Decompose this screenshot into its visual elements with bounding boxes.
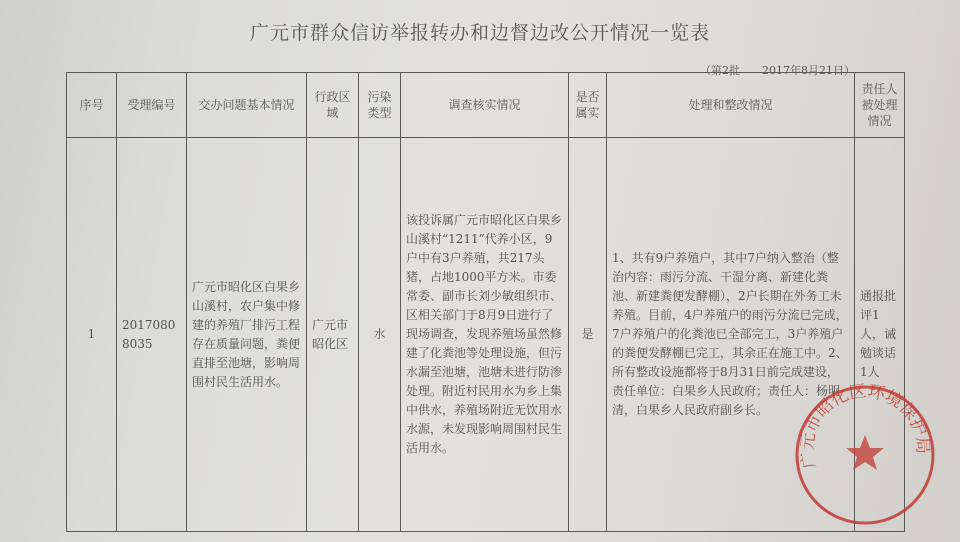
table-row xyxy=(67,138,905,532)
col-header-pollution-type: 污染类型 xyxy=(359,73,401,138)
col-header-investigation: 调查核实情况 xyxy=(401,73,569,138)
col-header-case-no: 受理编号 xyxy=(117,73,187,138)
cell-pollution-type: 水 xyxy=(359,138,401,532)
seal-text: 广元市昭化区环境保护局 xyxy=(797,381,933,471)
cell-handling: 1、共有9户养殖户，其中7户纳入整治（整治内容：雨污分流、干湿分离、新建化粪池、新建粪便发酵棚），2户长期在外务工未养殖。目前，4户养殖户的雨污分流已完成，7户养殖户的化粪池已全部完工，3户养殖户的粪便发酵棚已完工，其余正在施工中。2、所有整改设施都将于8月31日前完成建设，责任单位：白果乡人民政府；责任人：杨明清，白果乡人民政府副乡长。 xyxy=(607,138,855,532)
report-table xyxy=(66,72,905,532)
table-header-row xyxy=(67,73,905,138)
col-header-accountability: 责任人被处理情况 xyxy=(855,73,905,138)
cell-problem: 广元市昭化区白果乡山溪村，农户集中修建的养殖厂排污工程存在质量问题，粪便直排至池塘，影响周围村民生活用水。 xyxy=(187,138,307,532)
cell-investigation: 该投诉属广元市昭化区白果乡山溪村“1211”代养小区，9户中有3户养殖，共217头猪，占地1000平方米。市委常委、副市长刘少敏组织市、区相关部门于8月9日进行了现场调查，发现养殖场虽然修建了化粪池等处理设施，但污水漏至池塘，池塘未进行防渗处理。附近村民用水为乡上集中供水，养殖场附近无饮用水水源，未发现影响周围村民生活用水。 xyxy=(401,138,569,532)
cell-region: 广元市昭化区 xyxy=(307,138,359,532)
cell-verified: 是 xyxy=(569,138,607,532)
cell-case-no: 20170808035 xyxy=(117,138,187,532)
col-header-index: 序号 xyxy=(67,73,117,138)
col-header-region: 行政区域 xyxy=(307,73,359,138)
cell-accountability: 通报批评1人，诫勉谈话1人 xyxy=(855,138,905,532)
batch-date: （第2批 2017年8月21日） xyxy=(700,64,855,77)
cell-index: 1 xyxy=(67,138,117,532)
document-title: 广元市群众信访举报转办和边督边改公开情况一览表 xyxy=(249,22,710,44)
col-header-problem: 交办问题基本情况 xyxy=(187,73,307,138)
col-header-verified: 是否属实 xyxy=(569,73,607,138)
col-header-handling: 处理和整改情况 xyxy=(607,73,855,138)
